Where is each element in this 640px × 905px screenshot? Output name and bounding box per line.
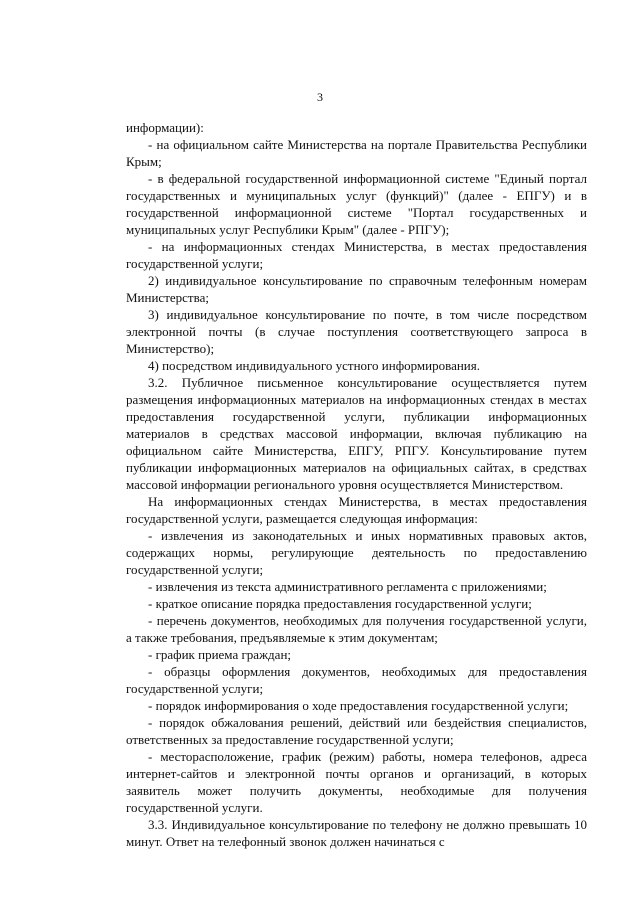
paragraph: - извлечения из законодательных и иных нормативных правовых актов, содержащих нормы, регулирующие деятельность по предоставлению государственной услуги; [126,528,587,577]
paragraph: - на официальном сайте Министерства на портале Правительства Республики Крым; [126,137,587,169]
paragraph: - в федеральной государственной информационной системе "Единый портал государственных и муниципальных услуг (функций)" (далее - ЕПГУ) и в государственной информационной системе "Портал государственных и муниципальных услуг Республики Крым" (далее - РПГУ); [126,171,587,237]
paragraph: 2) индивидуальное консультирование по справочным телефонным номерам Министерства; [126,273,587,305]
paragraph: 3.3. Индивидуальное консультирование по телефону не должно превышать 10 минут. Ответ на телефонный звонок должен начинаться с [126,817,587,849]
paragraph: информации): [126,120,204,135]
paragraph: - порядок информирования о ходе предоставления государственной услуги; [148,698,569,713]
paragraph: 3) индивидуальное консультирование по почте, в том числе посредством электронной почты (в случае поступления соответствующего запроса в Министерство); [126,307,587,356]
paragraph: - на информационных стендах Министерства, в местах предоставления государственной услуги; [126,239,587,271]
paragraph: - извлечения из текста административного регламента с приложениями; [148,579,547,594]
paragraph: 4) посредством индивидуального устного информирования. [148,358,480,373]
paragraph: - образцы оформления документов, необходимых для предоставления государственной услуги; [126,664,587,696]
paragraph: - перечень документов, необходимых для получения государственной услуги, а также требования, предъявляемые к этим документам; [126,613,587,645]
paragraph: 3.2. Публичное письменное консультирование осуществляется путем размещения информационных материалов на информационных стендах в местах предоставления государственной услуги, публикации информационных материалов в средствах массовой информации, включая публикацию на официальном сайте Министерства, ЕПГУ, РПГУ. Консультирование путем публикации информационных материалов на официальных сайтах, в средствах массовой информации регионального уровня осуществляется Министерством. [126,375,587,492]
paragraph: - краткое описание порядка предоставления государственной услуги; [148,596,532,611]
paragraph: - график приема граждан; [148,647,292,662]
paragraph: - месторасположение, график (режим) работы, номера телефонов, адреса интернет-сайтов и электронной почты органов и организаций, в которых заявитель может получить документы, необходимые для получения государственной услуги. [126,749,587,815]
paragraph: На информационных стендах Министерства, в местах предоставления государственной услуги, размещается следующая информация: [126,494,587,526]
page-number: 3 [317,90,323,104]
document-body [126,119,587,850]
paragraph: - порядок обжалования решений, действий или бездействия специалистов, ответственных за предоставление государственной услуги; [126,715,587,747]
